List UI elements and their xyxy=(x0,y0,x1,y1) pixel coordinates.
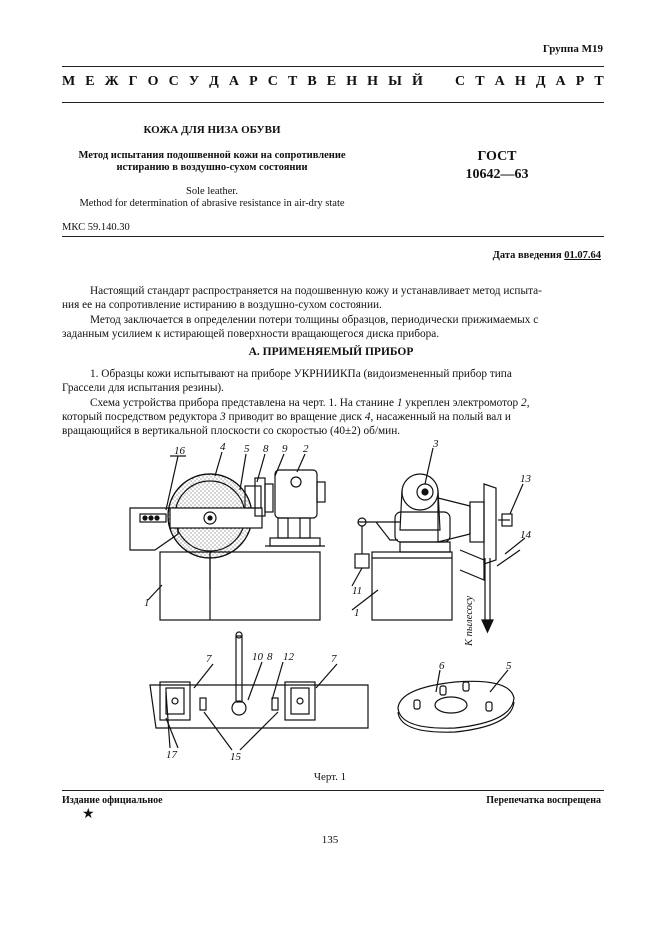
header-letter: С xyxy=(455,74,466,89)
frame-base-side xyxy=(372,552,452,620)
star-icon: ★ xyxy=(82,807,95,822)
header-letter: С xyxy=(168,74,179,89)
header-letter: Р xyxy=(249,74,258,89)
header-letter: Е xyxy=(85,74,95,89)
label-12: 12 xyxy=(283,651,294,663)
doc-subtitle-1: Метод испытания подошвенной кожи на сопротивление xyxy=(78,150,346,161)
header-letter: Й xyxy=(411,74,423,89)
disc-view xyxy=(398,660,514,732)
label-9: 9 xyxy=(282,443,288,455)
frame-base xyxy=(160,552,320,620)
interstate-standard-header xyxy=(62,74,604,90)
intro-date-value: 01.07.64 xyxy=(564,250,601,261)
label-2: 2 xyxy=(303,443,309,455)
holder-plate xyxy=(150,685,368,728)
doc-english-title-1: Sole leather. xyxy=(186,186,238,197)
introduction-date xyxy=(493,250,601,261)
label-11: 11 xyxy=(352,585,363,597)
ref-1: 1 xyxy=(396,396,403,409)
method-line-1: Метод заключается в определении потери толщины образцов, периодически прижимаемых с xyxy=(90,313,539,326)
intro-date-label: Дата введения xyxy=(492,250,562,261)
header-letter: А xyxy=(555,74,566,89)
label-4: 4 xyxy=(220,441,226,453)
header-letter: А xyxy=(228,74,240,89)
edition-official: Издание официальное xyxy=(62,795,163,806)
figure-caption: Черт. 1 xyxy=(313,771,347,783)
label-14: 14 xyxy=(520,529,531,541)
top-rule xyxy=(62,66,604,67)
header-letter xyxy=(433,74,445,90)
oval-disc xyxy=(398,681,514,728)
ref-2: 2 xyxy=(521,396,527,409)
header-letter: Н xyxy=(346,74,358,89)
scheme-text-3: , xyxy=(526,396,530,409)
label-6: 6 xyxy=(439,660,445,672)
header-letter: Н xyxy=(514,74,526,89)
apparatus-line-1: 1. Образцы кожи испытывают на приборе УКРНИИКПа (видоизмененный прибор типа xyxy=(90,368,512,380)
label-8-holder: 8 xyxy=(267,651,273,663)
label-8: 8 xyxy=(263,443,269,455)
header-letter: Р xyxy=(575,74,585,89)
doc-title: КОЖА ДЛЯ НИЗА ОБУВИ xyxy=(143,124,281,136)
mks-rule xyxy=(62,236,604,237)
scheme-text-1: Схема устройства прибора представлена на черт. 1. На станине xyxy=(90,396,397,409)
axle xyxy=(236,636,242,702)
group-code: Группа М19 xyxy=(542,43,603,55)
ref-3: 3 xyxy=(220,410,226,423)
side-view xyxy=(352,438,532,647)
header-rule xyxy=(62,102,604,103)
label-13: 13 xyxy=(520,473,531,485)
ref-4: 4 xyxy=(364,410,371,423)
header-letter: Г xyxy=(128,74,138,89)
page-number: 135 xyxy=(321,834,339,846)
apparatus-drawing xyxy=(0,430,661,775)
header-letter: О xyxy=(147,74,159,89)
header-letter: В xyxy=(307,74,317,89)
label-5: 5 xyxy=(244,443,250,455)
header-letter: Т xyxy=(475,74,485,89)
scheme-text-4: который посредством редуктора xyxy=(62,410,220,423)
label-7-left: 7 xyxy=(206,653,212,665)
scheme-text-7: вращающийся в вертикальной плоскости со скоростью (40±2) об/мин. xyxy=(62,425,401,438)
label-1-side: 1 xyxy=(354,607,360,619)
gost-label: ГОСТ xyxy=(477,149,517,164)
scheme-text-2: укреплен электромотор xyxy=(402,396,522,409)
footer-rule xyxy=(62,790,604,791)
header-letter: У xyxy=(188,74,200,89)
front-view xyxy=(130,441,325,620)
header-letter: Е xyxy=(326,74,337,89)
reprint-prohibited: Перепечатка воспрещена xyxy=(486,795,601,806)
label-10: 10 xyxy=(252,651,263,663)
header-letter: Д xyxy=(209,74,219,89)
label-1-front: 1 xyxy=(144,597,150,609)
doc-subtitle-2: истиранию в воздушно-сухом состоянии xyxy=(116,162,308,173)
gost-designation xyxy=(452,148,542,184)
apparatus-line-2: Грассели для испытания резины). xyxy=(62,382,225,395)
header-letter: Т xyxy=(287,74,298,89)
vacuum-label: К пылесосу xyxy=(464,595,475,646)
header-letter: С xyxy=(267,74,278,89)
label-3: 3 xyxy=(433,438,439,450)
scheme-text-5: приводит во вращение диск xyxy=(225,410,365,423)
scope-line-1: Настоящий стандарт распространяется на подошвенную кожу и устанавливает метод испыта- xyxy=(90,285,542,297)
header-letter: Т xyxy=(594,74,604,89)
mks-code: МКС 59.140.30 xyxy=(62,222,130,233)
header-letter: Д xyxy=(535,74,546,89)
scheme-text-6: , насаженный на полый вал и xyxy=(370,410,511,423)
paragraph-scope xyxy=(62,284,600,341)
label-16: 16 xyxy=(174,445,185,457)
scope-line-2: ния ее на сопротивление истиранию в воздушно-сухом состоянии. xyxy=(62,299,382,312)
header-letter: Ы xyxy=(388,74,402,89)
header-letter: Ж xyxy=(104,74,119,89)
holder-view xyxy=(150,632,368,763)
header-letter: А xyxy=(494,74,505,89)
doc-english-title-2: Method for determination of abrasive resistance in air-dry state xyxy=(79,198,345,209)
header-letter: Н xyxy=(367,74,379,89)
section-heading: А. ПРИМЕНЯЕМЫЙ ПРИБОР xyxy=(248,346,414,358)
label-17: 17 xyxy=(166,749,177,761)
gost-number: 10642—63 xyxy=(465,167,529,182)
method-line-2: заданным усилием к истирающей поверхности вращающегося диска прибора. xyxy=(62,327,440,340)
label-5-disc: 5 xyxy=(506,660,512,672)
label-15: 15 xyxy=(230,751,241,763)
paragraph-apparatus xyxy=(62,367,600,438)
label-7-right: 7 xyxy=(331,653,337,665)
header-letter: М xyxy=(62,74,76,89)
